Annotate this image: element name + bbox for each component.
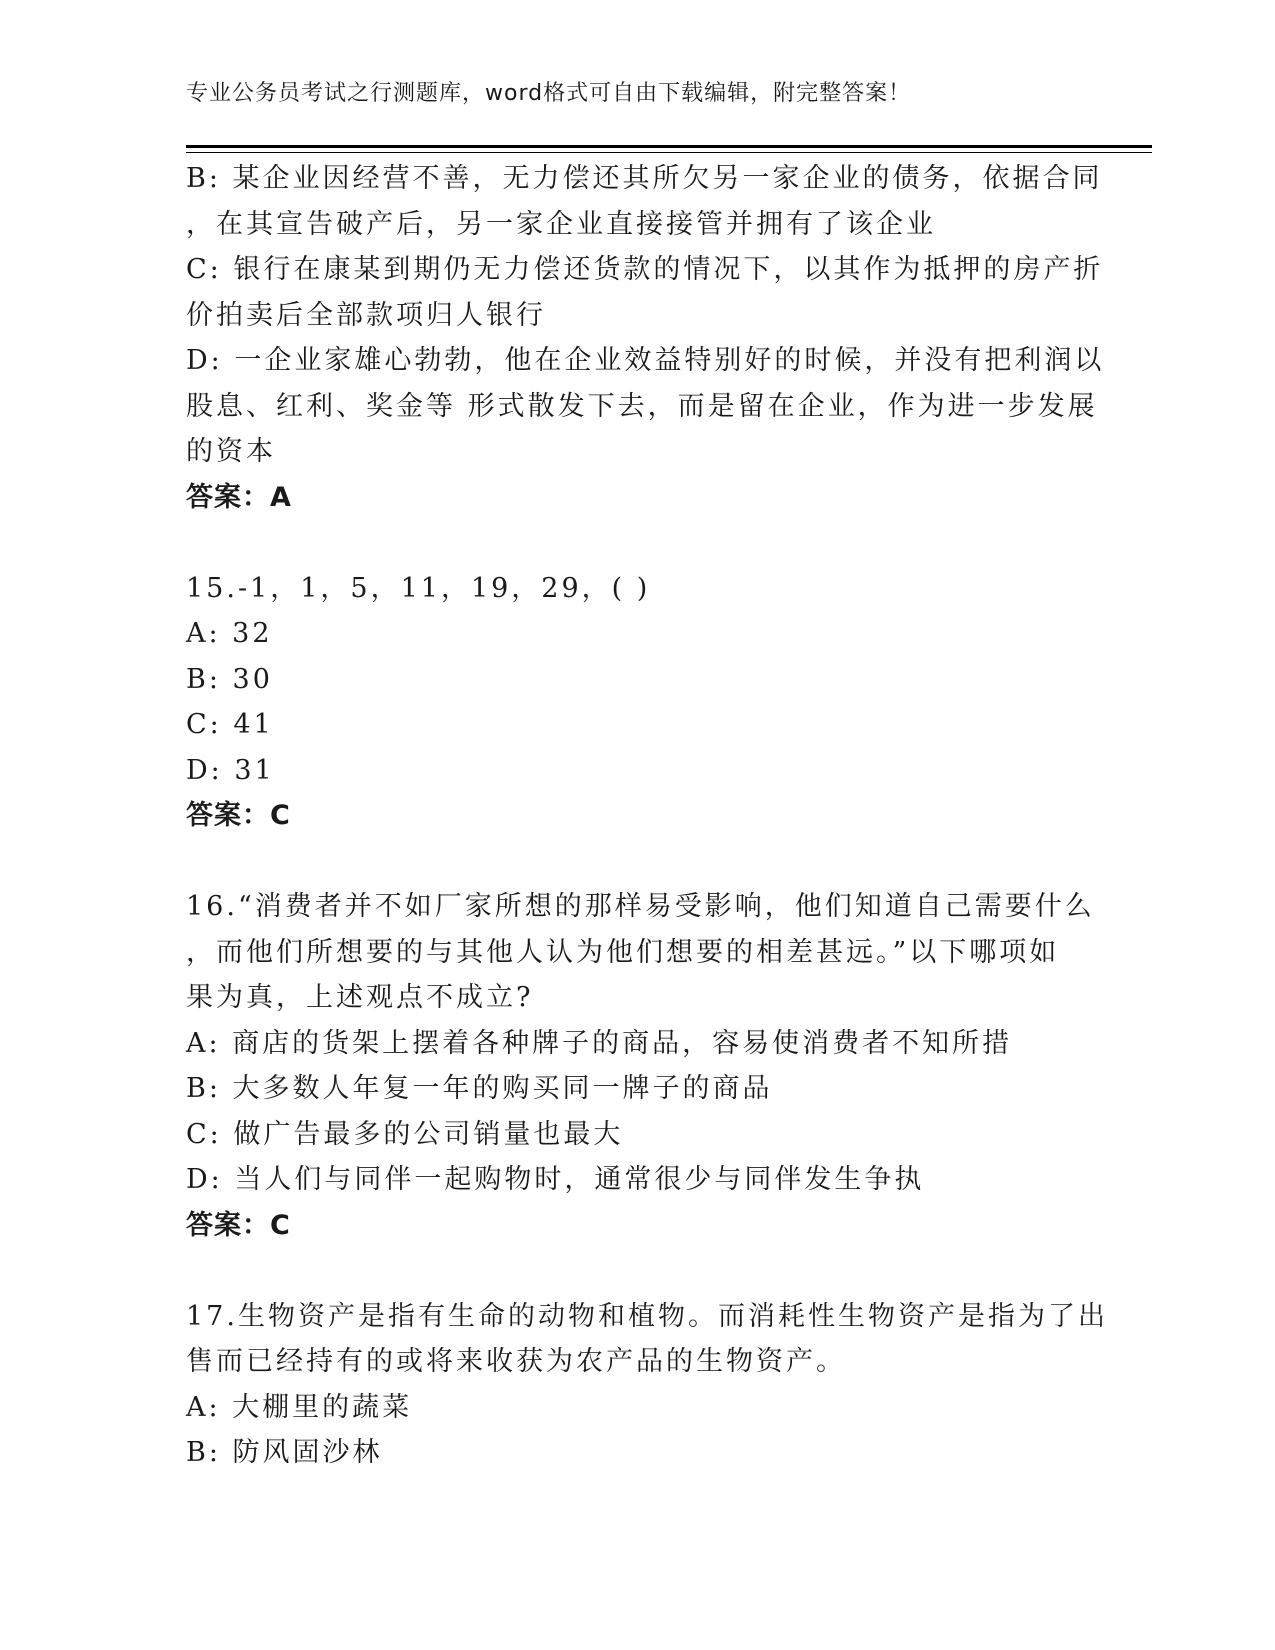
document-body	[186, 156, 1108, 1476]
q14-option-c-line1: C: 银行在康某到期仍无力偿还货款的情况下，以其作为抵押的房产折	[186, 254, 1104, 285]
header-rule-thick	[186, 145, 1152, 148]
q14-answer: 答案：A	[186, 481, 292, 513]
q16-option-d: D: 当人们与同伴一起购物时，通常很少与同伴发生争执	[186, 1164, 925, 1195]
q14-option-d-line1: D: 一企业家雄心勃勃，他在企业效益特别好的时候，并没有把利润以	[186, 345, 1105, 376]
q15-option-c: C: 41	[186, 709, 274, 740]
q15-stem: 15.-1，1，5，11，19，29，( )	[186, 572, 651, 604]
q17-option-a: A: 大棚里的蔬菜	[186, 1391, 413, 1423]
q16-option-a: A: 商店的货架上摆着各种牌子的商品，容易使消费者不知所措	[186, 1027, 1013, 1059]
q16-stem-line1: 16.“消费者并不如厂家所想的那样易受影响，他们知道自己需要什么	[186, 891, 1095, 922]
spacer	[186, 520, 1086, 566]
q15-option-a: A: 32	[186, 618, 273, 649]
q14-option-c-line2: 价拍卖后全部款项归人银行	[186, 299, 546, 331]
q16-option-b: B: 大多数人年复一年的购买同一牌子的商品	[186, 1073, 773, 1104]
q16-answer: 答案：C	[186, 1209, 291, 1241]
q16-option-c: C: 做广告最多的公司销量也最大	[186, 1118, 624, 1150]
q14-option-d-line2: 股息、红利、奖金等 形式散发下去，而是留在企业，作为进一步发展	[186, 390, 1098, 422]
page-header: 专业公务员考试之行测题库，word格式可自由下载编辑，附完整答案！	[186, 81, 912, 106]
q15-option-d: D: 31	[186, 754, 275, 786]
q17-stem-line2: 售而已经持有的或将来收获为农产品的生物资产。	[186, 1346, 846, 1377]
q16-stem-line2: ，而他们所想要的与其他人认为他们想要的相差甚远。”以下哪项如	[186, 936, 1060, 968]
spacer	[186, 839, 1086, 885]
spacer	[186, 1248, 1086, 1294]
q17-option-b: B: 防风固沙林	[186, 1437, 383, 1468]
q14-option-b-line2: ，在其宣告破产后，另一家企业直接接管并拥有了该企业	[186, 208, 936, 240]
q15-answer: 答案：C	[186, 800, 291, 831]
q15-option-b: B: 30	[186, 663, 273, 695]
q14-option-d-line3: 的资本	[186, 436, 276, 467]
q17-stem-line1: 17.生物资产是指有生命的动物和植物。而消耗性生物资产是指为了出	[186, 1300, 1108, 1332]
q14-option-b-line1: B: 某企业因经营不善，无力偿还其所欠另一家企业的债务，依据合同	[186, 163, 1103, 194]
header-rule-thin	[186, 152, 1152, 153]
q16-stem-line3: 果为真，上述观点不成立?	[186, 982, 534, 1013]
